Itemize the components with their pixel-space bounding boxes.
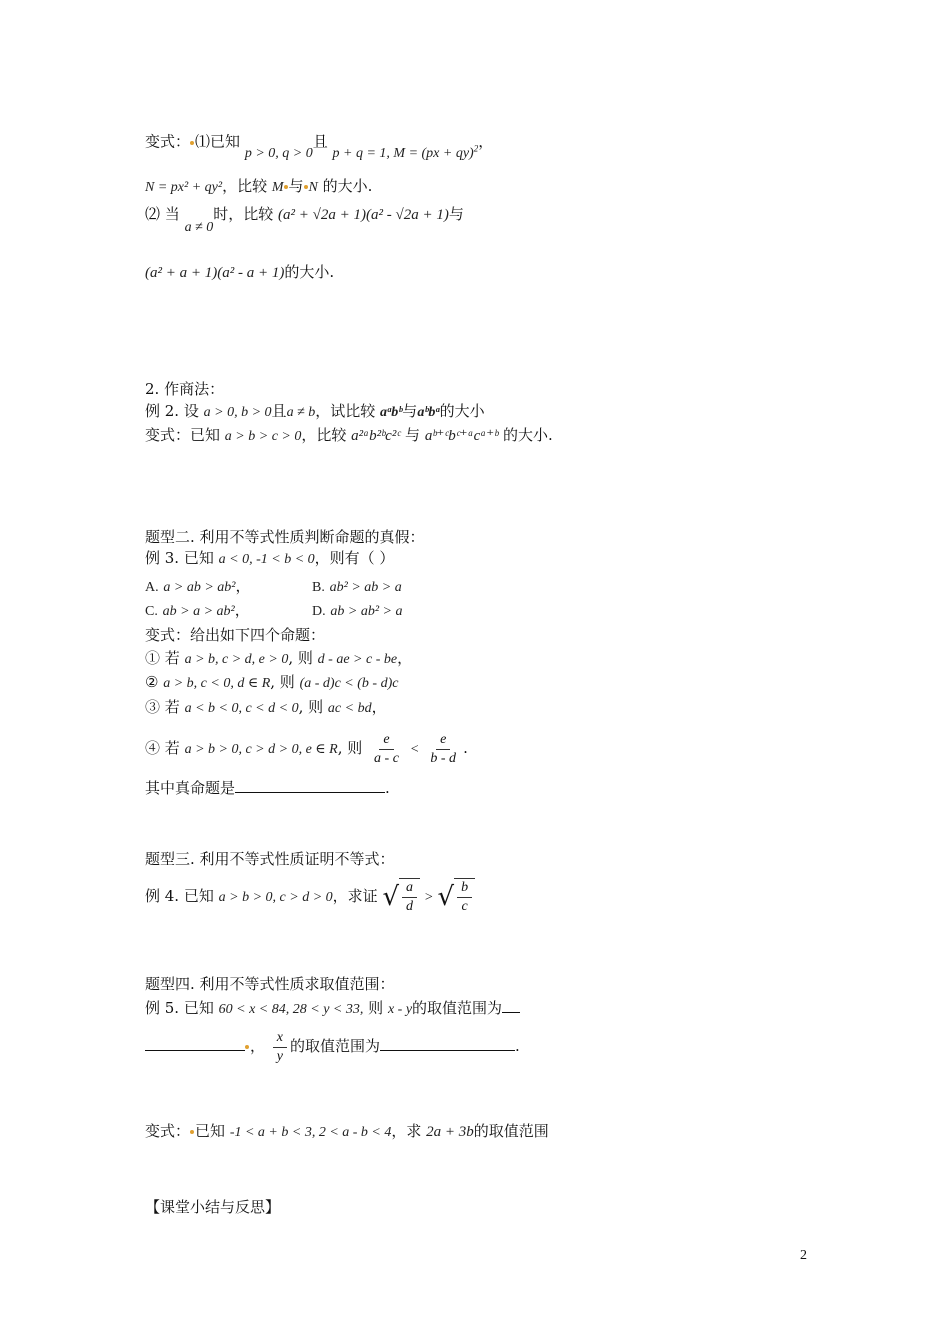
- comma: ，: [397, 649, 413, 667]
- known-text: 已知: [195, 1122, 226, 1140]
- marker-dot: [245, 1045, 249, 1049]
- fraction-denominator: c: [461, 899, 468, 914]
- variant3-intro: 变式：给出如下四个命题：: [145, 626, 326, 644]
- variant-label: 变式：: [145, 1122, 191, 1140]
- fraction-1: [370, 731, 403, 768]
- variant1-line1: [145, 128, 494, 161]
- true-props-text: 其中真命题是: [145, 779, 236, 797]
- fraction-denominator: y: [276, 1048, 284, 1064]
- option-a-label: A.: [145, 580, 159, 595]
- expression: 2a + 3b: [426, 1124, 474, 1140]
- n-symbol: N: [308, 180, 318, 195]
- condition-math: a < 0, -1 < b < 0: [218, 552, 315, 567]
- option-a: a > ab > ab²: [163, 580, 236, 595]
- example5-line1: [145, 996, 520, 1020]
- prop-label: ④ 若: [145, 739, 180, 757]
- option-d-label: D.: [312, 604, 326, 619]
- fraction-x-over-y: [273, 1029, 287, 1066]
- and-text: 与: [448, 205, 464, 223]
- fraction-denominator: d: [406, 899, 414, 914]
- variant-label: 变式：已知: [145, 426, 221, 444]
- proposition-1: [145, 648, 412, 670]
- condition-math: a ≠ b: [286, 405, 316, 420]
- compare-text: ，比较: [222, 177, 268, 195]
- radical-icon: √: [437, 882, 455, 912]
- option-b: ab² > ab > a: [329, 580, 402, 595]
- condition-math: a > b > 0, c > d > 0: [218, 890, 333, 905]
- comma: ，: [478, 132, 494, 151]
- expression-1: aᵃbᵇ: [380, 405, 403, 420]
- prop-conclusion: (a - d)c < (b - d)c: [299, 676, 399, 691]
- end-text: 的大小.: [502, 426, 553, 444]
- option-c: ab > a > ab²: [162, 604, 235, 619]
- example3-line: [145, 548, 394, 570]
- answer-blank[interactable]: [235, 776, 385, 793]
- expression: x - y: [387, 1002, 413, 1017]
- proposition-4: [145, 728, 468, 770]
- fraction-2: [426, 731, 460, 768]
- fraction: [402, 879, 417, 916]
- type4-heading: 题型四. 利用不等式性质求取值范围：: [145, 975, 395, 993]
- prop-condition: a > b > 0, c > d > 0, e ∈ R: [184, 742, 338, 757]
- marker-dot: [190, 1130, 194, 1134]
- expression-2: aᵇ⁺ᶜbᶜ⁺ᵃcᵃ⁺ᵇ: [424, 428, 499, 444]
- and-text: 与: [402, 402, 418, 420]
- period: .: [515, 1037, 520, 1055]
- task-text: 的取值范围为: [412, 999, 503, 1017]
- prop-condition: a > b, c < 0, d ∈ R: [163, 676, 271, 691]
- marker-dot: [190, 141, 194, 145]
- answer-blank-2[interactable]: [380, 1034, 515, 1051]
- marker-dot: [304, 185, 308, 189]
- prop-label: ③ 若: [145, 698, 180, 716]
- when-text: 时，比较: [213, 205, 274, 223]
- radical-icon: √: [382, 882, 400, 912]
- variant2-line: [145, 425, 553, 447]
- task-text: 的取值范围: [473, 1122, 549, 1140]
- variant1-line4: [145, 262, 334, 283]
- method2-heading: 2. 作商法：: [145, 380, 225, 398]
- end-text: 的大小: [439, 402, 485, 420]
- part-label: ⑵ 当: [145, 205, 180, 223]
- fraction-numerator: a: [402, 879, 417, 898]
- options-row-2: [145, 600, 250, 622]
- task-text: 的取值范围为: [290, 1037, 381, 1055]
- prop-condition: a > b, c > d, e > 0: [184, 652, 289, 667]
- comma: ，: [371, 698, 387, 716]
- task-text: ，则有（ ）: [314, 549, 395, 567]
- page-number: 2: [800, 1248, 807, 1263]
- marker-dot: [284, 185, 288, 189]
- example-label: 例 4. 已知: [145, 887, 214, 905]
- fraction-denominator: b - d: [430, 750, 457, 766]
- task-text: ，求证: [332, 887, 378, 905]
- fraction-numerator: x: [273, 1029, 287, 1048]
- fraction-denominator: a - c: [374, 750, 399, 766]
- example-label: 例 5. 已知: [145, 999, 214, 1017]
- condition-math: a ≠ 0: [184, 220, 214, 235]
- size-text: 的大小.: [322, 177, 373, 195]
- exponent: 2: [473, 143, 479, 153]
- answer-blank-1[interactable]: [145, 1034, 245, 1051]
- greater-than: >: [424, 890, 433, 905]
- options-row-1: [145, 576, 251, 598]
- comma: ，: [234, 601, 250, 619]
- size-text: 的大小.: [284, 263, 335, 281]
- condition-math: a > 0, b > 0: [203, 405, 272, 420]
- period: .: [463, 739, 468, 757]
- expression-1: (a² + √2a + 1)(a² - √2a + 1): [278, 207, 449, 223]
- proposition-2: [145, 672, 398, 694]
- n-definition: N = px² + qy²: [145, 180, 223, 195]
- less-than: <: [410, 742, 419, 757]
- then-text: , 则: [298, 698, 324, 716]
- fraction-numerator: e: [379, 731, 393, 750]
- sqrt-2: [438, 878, 476, 916]
- condition-math: -1 < a + b < 3, 2 < a - b < 4: [229, 1125, 392, 1140]
- prop-conclusion: d - ae > c - be: [317, 652, 398, 667]
- comma: ，: [250, 1037, 266, 1055]
- fraction-numerator: b: [457, 879, 472, 898]
- summary-heading: 【课堂小结与反思】: [145, 1198, 281, 1216]
- expression-1: a²ᵃb²ᵇc²ᶜ: [351, 428, 401, 444]
- example-label: 例 2. 设: [145, 402, 199, 420]
- true-props-line: [145, 776, 390, 798]
- variant1-line2: [145, 176, 372, 198]
- prop-label: ②: [145, 673, 159, 691]
- option-d-row: [312, 600, 403, 622]
- prop-label: ① 若: [145, 649, 180, 667]
- expression-2: aᵇbᵃ: [417, 405, 440, 420]
- and-text: 且: [271, 402, 287, 420]
- and-text: 与: [405, 426, 421, 444]
- then-text: , 则: [288, 649, 313, 667]
- prop-condition: a < b < 0, c < d < 0: [184, 701, 299, 716]
- fraction: [457, 879, 472, 916]
- example4-line: [145, 874, 475, 920]
- variant1-line3: [145, 204, 464, 235]
- option-d: ab > ab² > a: [330, 604, 403, 619]
- fraction-numerator: e: [436, 731, 450, 750]
- answer-blank-start[interactable]: [502, 996, 520, 1013]
- then-text: , 则: [337, 739, 363, 757]
- period: .: [385, 779, 390, 797]
- option-b-label: B.: [312, 580, 325, 595]
- and-text: 且: [312, 132, 328, 151]
- example-label: 例 3. 已知: [145, 549, 214, 567]
- task-text: ，比较: [301, 426, 347, 444]
- part-label: ⑴已知: [195, 132, 241, 151]
- option-c-label: C.: [145, 604, 158, 619]
- example5-line2: [145, 1026, 520, 1066]
- variant5-line: [145, 1121, 549, 1143]
- type2-heading: 题型二. 利用不等式性质判断命题的真假：: [145, 528, 425, 546]
- condition-math: p > 0, q > 0: [244, 145, 313, 161]
- condition-math: 60 < x < 84, 28 < y < 33,: [218, 1002, 364, 1017]
- and-text: 与: [288, 177, 304, 195]
- condition-math: p + q = 1, M = (px + qy): [332, 145, 474, 161]
- then-text: , 则: [270, 673, 295, 691]
- variant-label: 变式：: [145, 132, 191, 151]
- prop-conclusion: ac < bd: [327, 701, 372, 716]
- condition-math: a > b > c > 0: [224, 429, 302, 444]
- type3-heading: 题型三. 利用不等式性质证明不等式：: [145, 850, 395, 868]
- expression-2: (a² + a + 1)(a² - a + 1): [145, 265, 285, 281]
- example2-line: [145, 401, 485, 423]
- then-text: 则: [368, 999, 384, 1017]
- sqrt-1: [382, 878, 420, 916]
- task-text: ，试比较: [315, 402, 376, 420]
- task-text: ，求: [391, 1122, 422, 1140]
- proposition-3: [145, 697, 387, 719]
- m-symbol: M: [271, 180, 284, 195]
- option-b-row: [312, 576, 402, 598]
- comma: ，: [235, 577, 251, 595]
